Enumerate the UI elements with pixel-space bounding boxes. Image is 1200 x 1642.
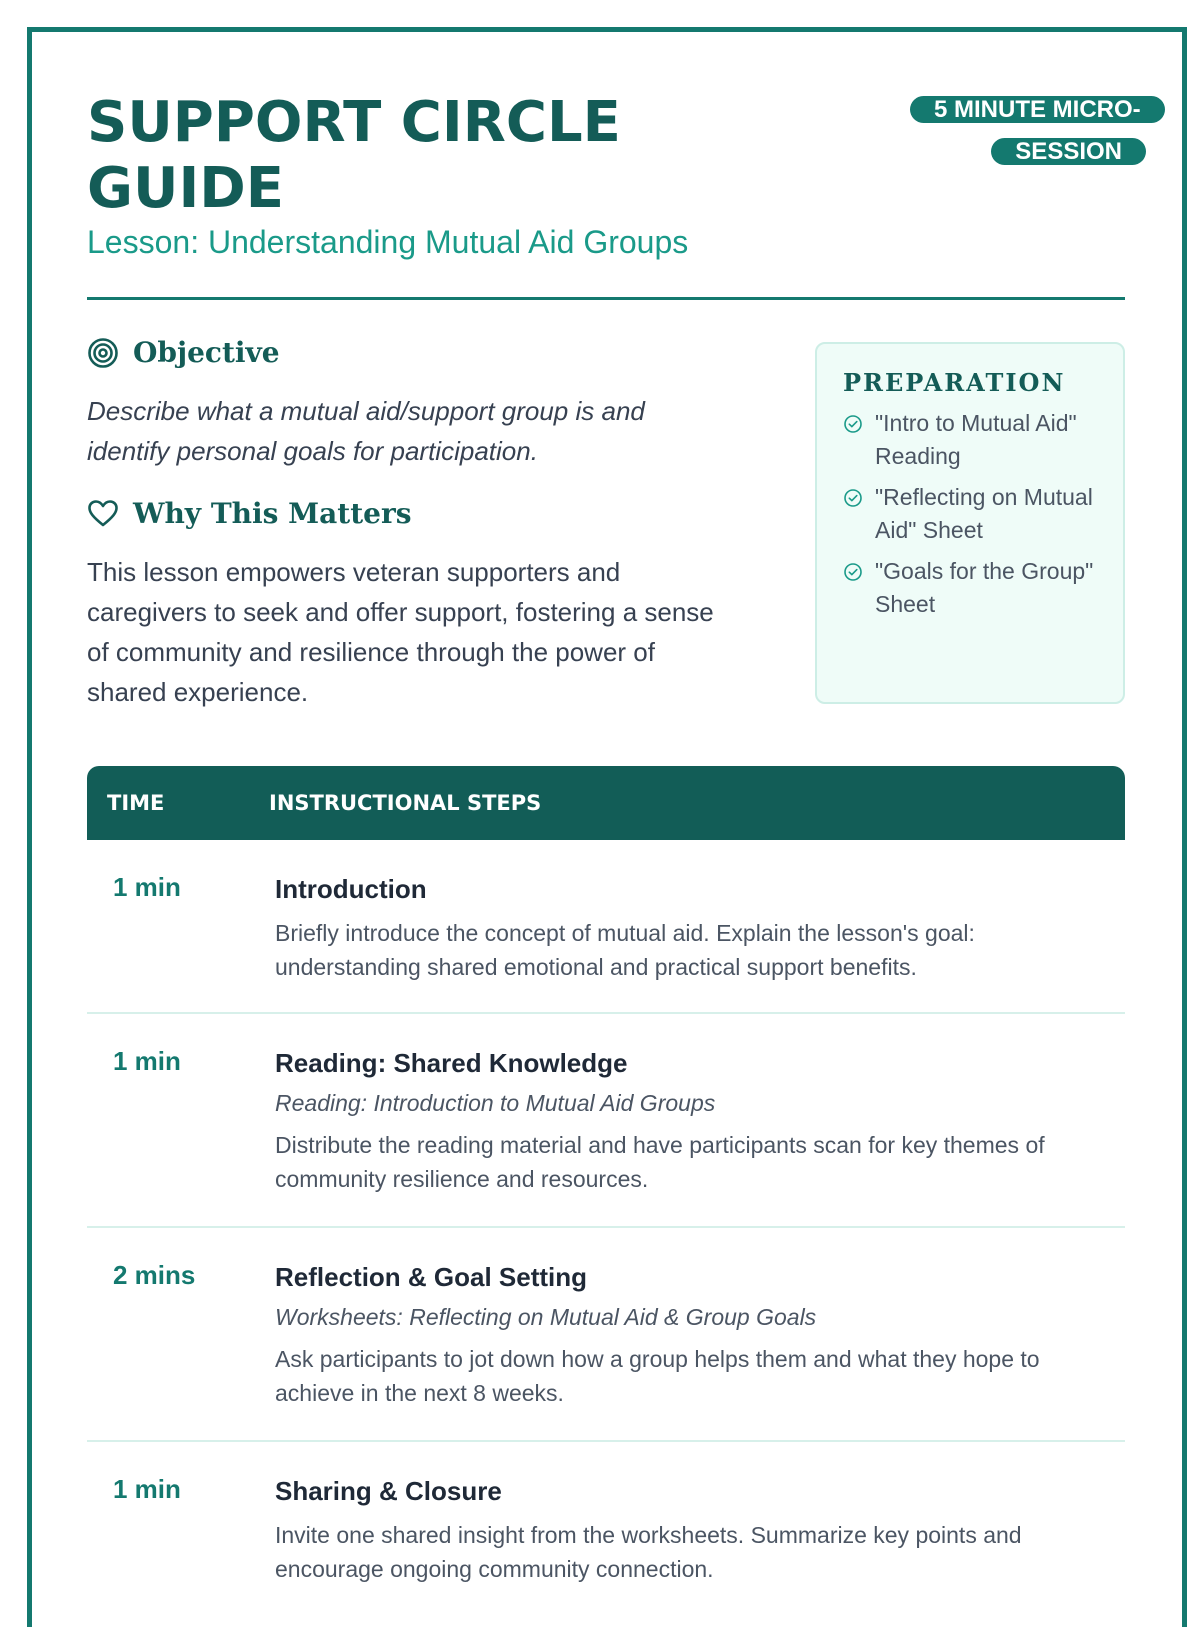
step-content [275,1046,1095,1196]
check-circle-icon [843,488,863,508]
why-heading [87,497,412,530]
preparation-item [843,555,1101,621]
step-description: Ask participants to jot down how a group helps them and what they hope to achieve in the next 8 weeks. [275,1346,1040,1406]
check-circle-icon [843,414,863,434]
objective-heading-label: Objective [133,336,280,369]
step-content [275,872,1095,984]
step-time: 1 min [113,1046,181,1076]
table-row [87,1228,1125,1442]
objective-heading [87,336,280,369]
table-row [87,1442,1125,1642]
step-time: 1 min [113,1474,181,1504]
preparation-item-label: "Goals for the Group" Sheet [875,558,1094,617]
column-header-time: TIME [107,791,165,815]
step-material: Worksheets: Reflecting on Mutual Aid & Group Goals [275,1304,817,1330]
duration-badge: 5 MINUTE MICRO-SESSION [910,96,1165,165]
page-title: SUPPORT CIRCLE GUIDE [87,90,621,221]
preparation-box [815,342,1125,704]
preparation-item [843,481,1101,547]
step-description: Distribute the reading material and have participants scan for key themes of community resilience and resources. [275,1132,1045,1192]
preparation-item-label: "Reflecting on Mutual Aid" Sheet [875,484,1093,543]
column-header-steps: INSTRUCTIONAL STEPS [269,791,542,815]
step-description: Invite one shared insight from the worksheets. Summarize key points and encourage ongoing community connection. [275,1522,1022,1582]
table-row [87,1014,1125,1228]
step-title: Introduction [275,874,427,904]
target-icon [87,337,119,369]
lesson-subtitle: Lesson: Understanding Mutual Aid Groups [87,224,689,260]
step-content [275,1260,1095,1410]
step-description: Briefly introduce the concept of mutual aid. Explain the lesson's goal: understanding shared emotional and practical support benefits. [275,920,975,980]
step-title: Sharing & Closure [275,1476,502,1506]
header-divider [87,297,1125,300]
preparation-item-label: "Intro to Mutual Aid" Reading [875,410,1077,469]
step-title: Reflection & Goal Setting [275,1262,588,1292]
step-title: Reading: Shared Knowledge [275,1048,628,1078]
steps-table-header [87,766,1125,840]
document-frame [27,27,1187,1627]
check-circle-icon [843,562,863,582]
duration-badge-wrapper [910,90,1146,174]
why-heading-label: Why This Matters [133,497,412,530]
preparation-item [843,407,1101,473]
table-row [87,840,1125,1014]
step-time: 2 mins [113,1260,196,1290]
step-material: Reading: Introduction to Mutual Aid Groups [275,1090,716,1116]
step-time: 1 min [113,872,181,902]
objective-text: Describe what a mutual aid/support group is and identify personal goals for participation. [87,396,645,466]
preparation-title: PREPARATION [843,368,1066,397]
heart-icon [87,498,119,530]
why-text: This lesson empowers veteran supporters and caregivers to seek and offer support, fostering a sense of community and resilience through the power of shared experience. [87,557,714,707]
step-content [275,1474,1095,1586]
